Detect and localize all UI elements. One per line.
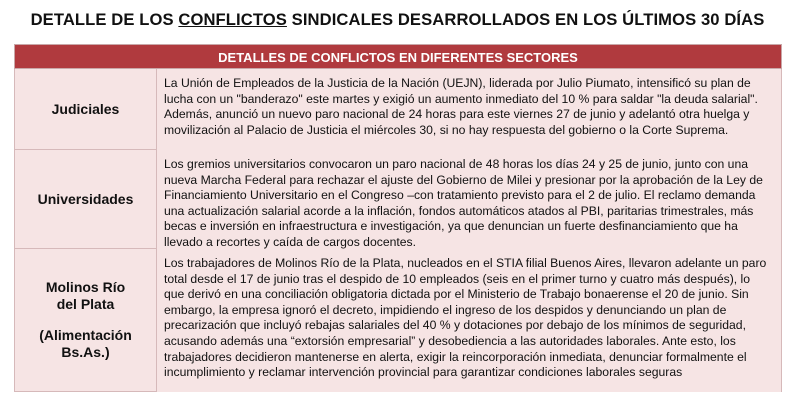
sector-label: Universidades (15, 150, 157, 248)
sector-label-line-2: del Plata (56, 296, 115, 312)
sector-label-line-1: Molinos Río (45, 279, 126, 295)
page-title (0, 10, 795, 30)
table-header: DETALLES DE CONFLICTOS EN DIFERENTES SECTORES (14, 44, 782, 69)
conflicts-table (14, 44, 782, 392)
sector-label (15, 249, 157, 391)
table-row-judiciales (14, 69, 782, 150)
sector-detail: Los gremios universitarios convocaron un paro nacional de 48 horas los días 24 y 25 de junio, junto con una nueva Marcha Federal para rechazar el ajuste del Gobierno de Milei y presionar por la aprobación de la Ley de Financiamiento Universitario en el Congreso –con tratamiento previsto para el 2 de julio. El reclamo demanda una actualización salarial acorde a la inflación, fondos automáticos atados al PBI, paritarias trimestrales, más becas e inversión en infraestructura e investigación, ya que denuncian un fuerte desfinanciamiento que ha llevado a recortes y caída de cargos docentes. (157, 150, 781, 249)
sector-detail: La Unión de Empleados de la Justicia de la Nación (UEJN), liderada por Julio Piumato, intensificó su plan de lucha con un "banderazo" este martes y exigió un aumento inmediato del 10 % para saldar "la deuda salarial". Además, anunció un nuevo paro nacional de 24 horas para este viernes 27 de junio y adelantó otra huelga y movilización al Palacio de Justicia el miércoles 30, si no hay respuesta del gobierno o la Corte Suprema. (157, 69, 781, 150)
title-part-2-underlined: CONFLICTOS (178, 10, 287, 29)
sector-label-line-4: Bs.As.) (61, 344, 110, 360)
sector-label: Judiciales (15, 69, 157, 149)
title-part-3: SINDICALES DESARROLLADOS EN LOS ÚLTIMOS 30 DÍAS (286, 10, 765, 29)
table-row-universidades (14, 150, 782, 249)
sector-label-line-3: (Alimentación (39, 327, 132, 343)
table-row-molinos (14, 249, 782, 392)
title-part-1: DETALLE DE LOS (30, 10, 179, 29)
sector-detail: Los trabajadores de Molinos Río de la Plata, nucleados en el STIA filial Buenos Aires, llevaron adelante un paro total desde el 17 de junio tras el despido de 10 empleados (seis en el primer turno y cuatro más después), lo que derivó en una conciliación obligatoria dictada por el Ministerio de Trabajo bonaerense el 20 de junio. Sin embargo, la empresa ignoró el decreto, impidiendo el ingreso de los despidos y denunciando un plan de precarización que incluyó rebajas salariales del 40 % y dotaciones por debajo de los mínimos de seguridad, acusando además una “extorsión empresarial” y desobediencia a las autoridades laborales. Ante esto, los trabajadores decidieron mantenerse en alerta, exigir la reincorporación inmediata, denunciar formalmente el incumplimiento y reclamar intervención provincial para garantizar condiciones laborales seguras (157, 249, 781, 392)
